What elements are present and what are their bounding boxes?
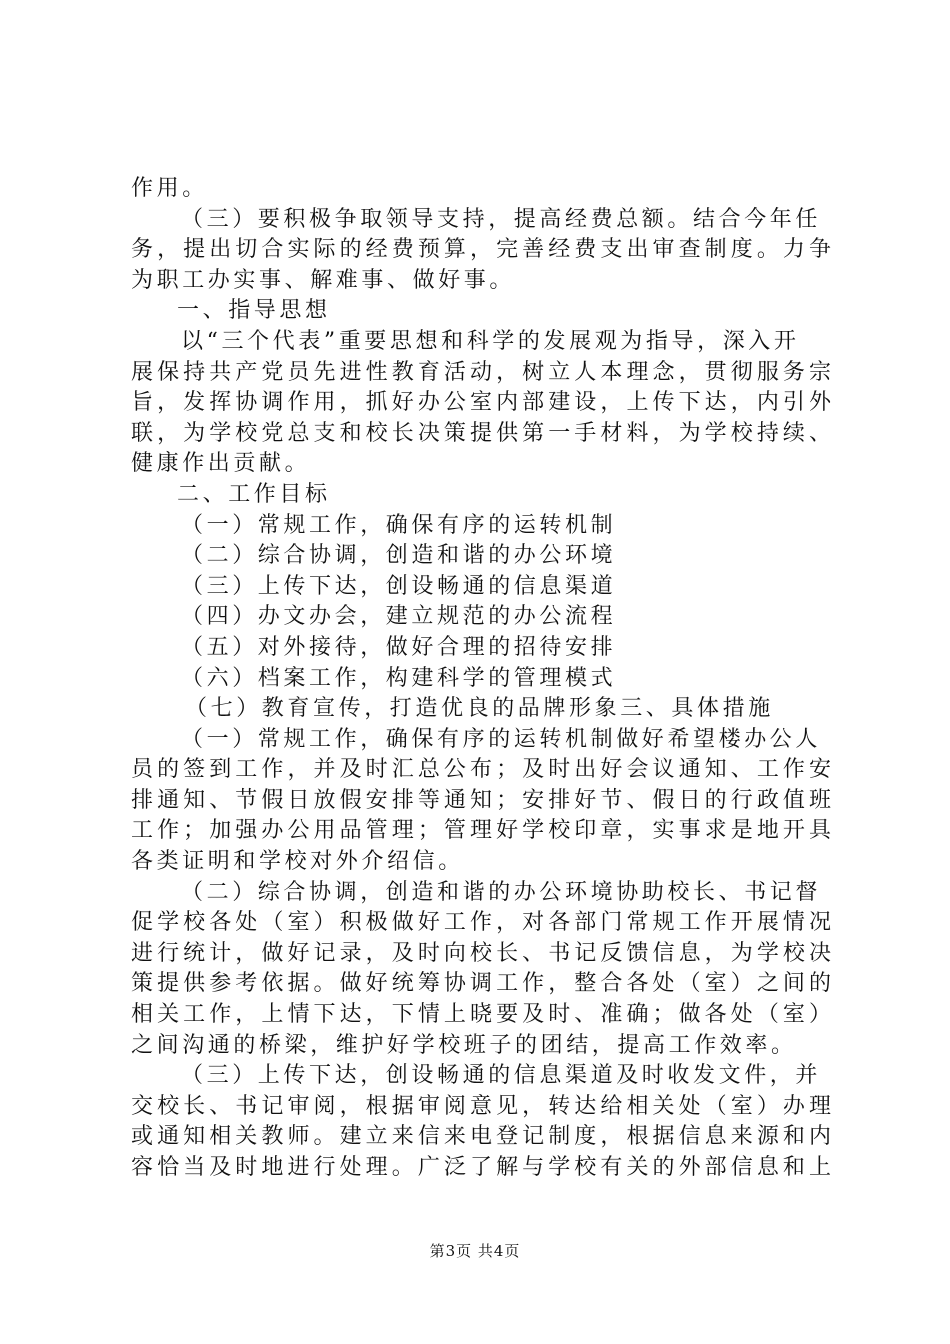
document-body <box>131 174 831 1184</box>
list-item: （四）办文办会，建立规范的办公流程 <box>181 604 617 630</box>
text-line: 之间沟通的桥梁，维护好学校班子的团结，提高工作效率。 <box>131 1032 797 1058</box>
section-heading: 一、指导思想 <box>177 298 331 324</box>
text-line: 员的签到工作，并及时汇总公布；及时出好会议通知、工作安 <box>131 757 831 783</box>
text-line: （一）常规工作，确保有序的运转机制做好希望楼办公人 <box>181 726 822 752</box>
text-line: 健康作出贡献。 <box>131 451 311 477</box>
text-line: （三）上传下达，创设畅通的信息渠道及时收发文件，并 <box>181 1063 822 1089</box>
list-item: （一）常规工作，确保有序的运转机制 <box>181 512 617 538</box>
text-line: 旨，发挥协调作用，抓好办公室内部建设，上传下达，内引外 <box>131 390 831 416</box>
text-line: 进行统计，做好记录，及时向校长、书记反馈信息，为学校决 <box>131 940 831 966</box>
text-line: 联，为学校党总支和校长决策提供第一手材料，为学校持续、 <box>131 420 831 446</box>
page-number-footer: 第3页 共4页 <box>429 1242 521 1260</box>
text-line: 容恰当及时地进行处理。广泛了解与学校有关的外部信息和上 <box>131 1155 831 1180</box>
text-line: 展保持共产党员先进性教育活动，树立人本理念，贯彻服务宗 <box>131 359 831 385</box>
text-line: 策提供参考依据。做好统筹协调工作，整合各处（室）之间的 <box>131 971 831 997</box>
text-line: 工作；加强办公用品管理；管理好学校印章，实事求是地开具 <box>131 818 831 844</box>
list-item: （六）档案工作，构建科学的管理模式 <box>181 665 617 691</box>
text-line: 以“三个代表”重要思想和科学的发展观为指导，深入开 <box>181 328 800 354</box>
text-line: （二）综合协调，创造和谐的办公环境协助校长、书记督 <box>181 879 822 905</box>
text-line: （三）要积极争取领导支持，提高经费总额。结合今年任 <box>181 206 822 232</box>
list-item: （二）综合协调，创造和谐的办公环境 <box>181 543 617 569</box>
text-line: 促学校各处（室）积极做好工作，对各部门常规工作开展情况 <box>131 910 831 936</box>
text-line: 交校长、书记审阅，根据审阅意见，转达给相关处（室）办理 <box>131 1093 831 1119</box>
text-line: 排通知、节假日放假安排等通知；安排好节、假日的行政值班 <box>131 787 831 813</box>
list-item: （七）教育宣传，打造优良的品牌形象三、具体措施 <box>185 696 774 722</box>
section-heading: 二、工作目标 <box>177 481 331 507</box>
list-item: （三）上传下达，创设畅通的信息渠道 <box>181 573 617 599</box>
text-line: 务，提出切合实际的经费预算，完善经费支出审查制度。力争 <box>131 237 831 263</box>
text-line: 为职工办实事、解难事、做好事。 <box>131 267 516 293</box>
text-line: 作用。 <box>131 176 208 201</box>
list-item: （五）对外接待，做好合理的招待安排 <box>181 634 617 660</box>
text-line: 相关工作，上情下达，下情上晓要及时、准确；做各处（室） <box>131 1002 831 1028</box>
text-line: 各类证明和学校对外介绍信。 <box>131 849 464 875</box>
text-line: 或通知相关教师。建立来信来电登记制度，根据信息来源和内 <box>131 1124 831 1150</box>
